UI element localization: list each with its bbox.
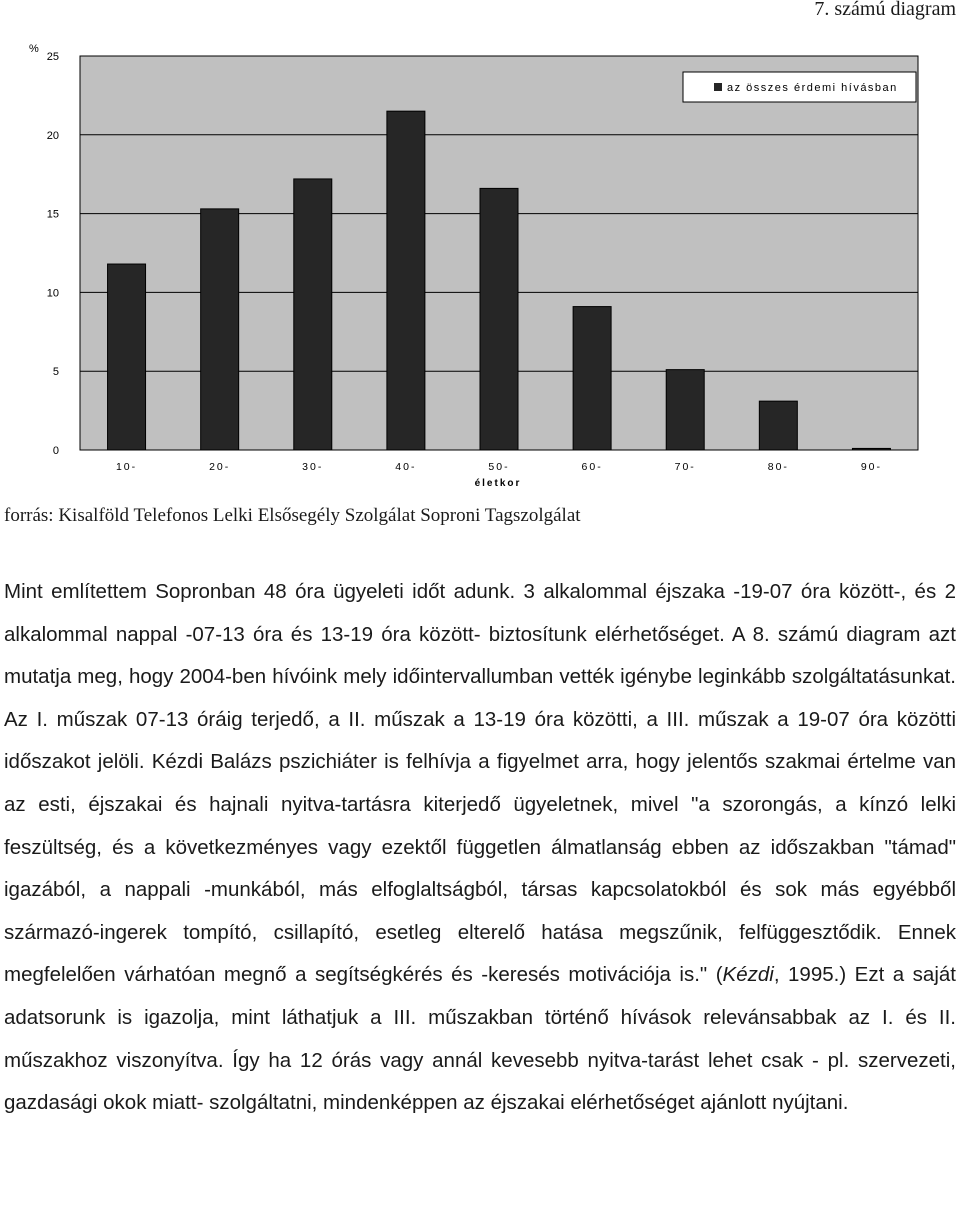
bar-50	[480, 188, 518, 450]
y-tick-label: 20	[46, 129, 59, 142]
y-tick-labels	[47, 51, 59, 457]
bar-80	[759, 401, 797, 450]
paragraph-text-1: Mint említettem Sopronban 48 óra ügyeleti időt adunk. 3 alkalommal éjszaka -19-07 óra között-, és 2 alkalommal nappal -07-13 óra és 13-19 óra között- biztosítunk elérhetőséget. A 8. számú diagram azt mutatja meg, hogy 2004-ben hívóink mely időintervallumban vették igénybe leginkább szolgáltatásunkat. Az I. műszak 07-13 óráig terjedő, a II. műszak a 13-19 óra közötti, a III. műszak a 19-07 óra közötti időszakot jelöli. Kézdi Balázs pszichiáter is felhívja a figyelmet arra, hogy jelentős szakmai értelme van az esti, éjszakai és hajnali nyitva-tartásra kiterjedő ügyeletnek, mivel "a szorongás, a kínzó lelki feszültség, és a következményes vagy ezektől független álmatlanság ebben az időszakban "támad" igazából, a nappali -munkából, más elfoglaltságból, társas kapcsolatokból és sok más egyébből származó-ingerek tompító, csillapító, esetleg elterelő hatása megszűnik, felfüggesztődik. Ennek megfelelően várhatóan megnő a segítségkérés és -keresés motivációja is." (	[4, 580, 956, 987]
body-paragraph	[4, 571, 956, 1125]
y-tick-label: 5	[52, 366, 59, 379]
x-tick-labels	[116, 461, 882, 473]
x-tick-label: 60-	[581, 461, 603, 473]
bar-40	[387, 111, 425, 450]
legend	[683, 72, 916, 102]
x-tick-label: 10-	[115, 461, 138, 473]
y-tick-label: 15	[46, 208, 59, 221]
x-tick-label: 90-	[860, 461, 883, 473]
bar-10	[108, 264, 146, 450]
y-tick-label: 25	[46, 51, 59, 63]
y-axis-label: %	[29, 43, 39, 55]
age-bar-chart	[0, 0, 960, 495]
legend-swatch	[714, 83, 722, 91]
source-note: forrás: Kisalföld Telefonos Lelki Elsősegély Szolgálat Soproni Tagszolgálat	[4, 505, 581, 526]
x-tick-label: 30-	[302, 461, 324, 473]
x-tick-label: 80-	[767, 461, 789, 473]
y-tick-label: 0	[52, 445, 59, 457]
bar-70	[666, 370, 704, 450]
diagram-title: 7. számú diagram	[814, 0, 956, 20]
bar-20	[201, 209, 239, 450]
paragraph-text-2: , 1995.) Ezt a saját adatsorunk is igazolja, mint láthatjuk a III. műszakban történő hívások relevánsabbak az I. és II. műszakhoz viszonyítva. Így ha 12 órás vagy annál kevesebb nyitva-tarást lehet csak - pl. szervezeti, gazdasági okok miatt- szolgáltatni, mindenképpen az éjszakai elérhetőséget ajánlott nyújtani.	[4, 963, 956, 1115]
x-tick-label: 20-	[209, 461, 231, 473]
y-tick-label: 10	[46, 287, 59, 300]
legend-label: az összes érdemi hívásban	[727, 82, 898, 94]
x-tick-label: 40-	[395, 461, 417, 473]
x-tick-label: 50-	[488, 461, 510, 473]
x-tick-label: 70-	[674, 461, 696, 473]
bar-30	[294, 179, 332, 450]
x-axis-label: életkor	[474, 478, 522, 489]
bar-60	[573, 307, 611, 450]
citation-author: Kézdi	[722, 963, 774, 987]
